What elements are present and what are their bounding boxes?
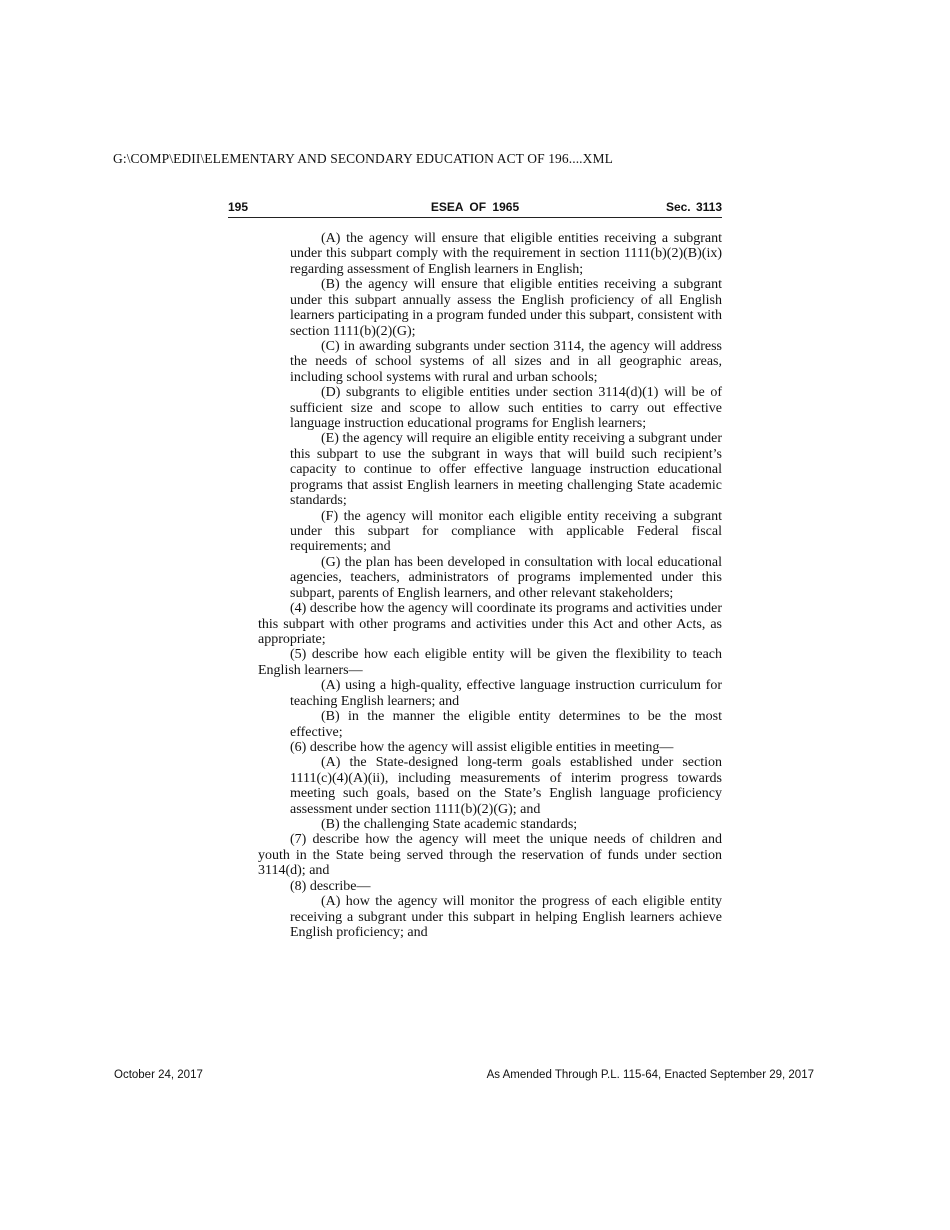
paragraph-5: (5) describe how each eligible entity will be given the flexibility to teach English learners— <box>258 647 722 678</box>
statute-text <box>228 231 722 940</box>
act-title: ESEA OF 1965 <box>430 200 520 214</box>
paragraph-3-d: (D) subgrants to eligible entities under section 3114(d)(1) will be of sufficient size and scope to allow such entities to carry out effective language instruction educational programs for English learners; <box>290 385 722 432</box>
page-number: 195 <box>228 200 249 214</box>
section-number: Sec. 3113 <box>665 200 722 214</box>
paragraph-3-e: (E) the agency will require an eligible entity receiving a subgrant under this subpart to use the subgrant in ways that will build such recipient’s capacity to continue to offer effective language instruction educational programs that assist English learners in meeting challenging State academic standards; <box>290 431 722 509</box>
paragraph-6-a: (A) the State-designed long-term goals established under section 1111(c)(4)(A)(ii), including measurements of interim progress towards meeting such goals, based on the State’s English language proficiency assessment under section 1111(b)(2)(G); and <box>290 755 722 817</box>
paragraph-3-g: (G) the plan has been developed in consultation with local educational agencies, teachers, administrators of programs implemented under this subpart, parents of English learners, and other relevant stakeholders; <box>290 554 722 601</box>
paragraph-7: (7) describe how the agency will meet the unique needs of children and youth in the State being served through the reservation of funds under section 3114(d); and <box>258 832 722 879</box>
file-path: G:\COMP\EDII\ELEMENTARY AND SECONDARY EDUCATION ACT OF 196....XML <box>113 151 613 166</box>
paragraph-8: (8) describe— <box>290 878 371 894</box>
footer-amended: As Amended Through P.L. 115-64, Enacted September 29, 2017 <box>486 1069 814 1081</box>
paragraph-4: (4) describe how the agency will coordinate its programs and activities under this subpart with other programs and activities under this Act and other Acts, as appropriate; <box>258 601 722 647</box>
paragraph-3-a: (A) the agency will ensure that eligible entities receiving a subgrant under this subpart comply with the requirement in section 1111(b)(2)(B)(ix) regarding assessment of English learners in English; <box>290 231 722 277</box>
paragraph-3-b: (B) the agency will ensure that eligible entities receiving a subgrant under this subpart annually assess the English proficiency of all English learners participating in a program funded under this subpart, consistent with section 1111(b)(2)(G); <box>290 277 722 339</box>
footer-date: October 24, 2017 <box>114 1069 203 1081</box>
paragraph-5-a: (A) using a high-quality, effective language instruction curriculum for teaching English learners; and <box>290 678 722 709</box>
paragraph-5-b: (B) in the manner the eligible entity determines to be the most effective; <box>290 709 722 740</box>
running-header <box>228 198 722 218</box>
paragraph-6-b: (B) the challenging State academic standards; <box>321 817 578 833</box>
paragraph-3-c: (C) in awarding subgrants under section 3114, the agency will address the needs of school systems of all sizes and in all geographic areas, including school systems with rural and urban schools; <box>290 338 722 385</box>
paragraph-8-a: (A) how the agency will monitor the progress of each eligible entity receiving a subgrant under this subpart in helping English learners achieve English proficiency; and <box>290 894 722 940</box>
paragraph-6: (6) describe how the agency will assist eligible entities in meeting— <box>290 739 674 755</box>
paragraph-3-f: (F) the agency will monitor each eligible entity receiving a subgrant under this subpart for compliance with applicable Federal fiscal requirements; and <box>290 508 722 555</box>
